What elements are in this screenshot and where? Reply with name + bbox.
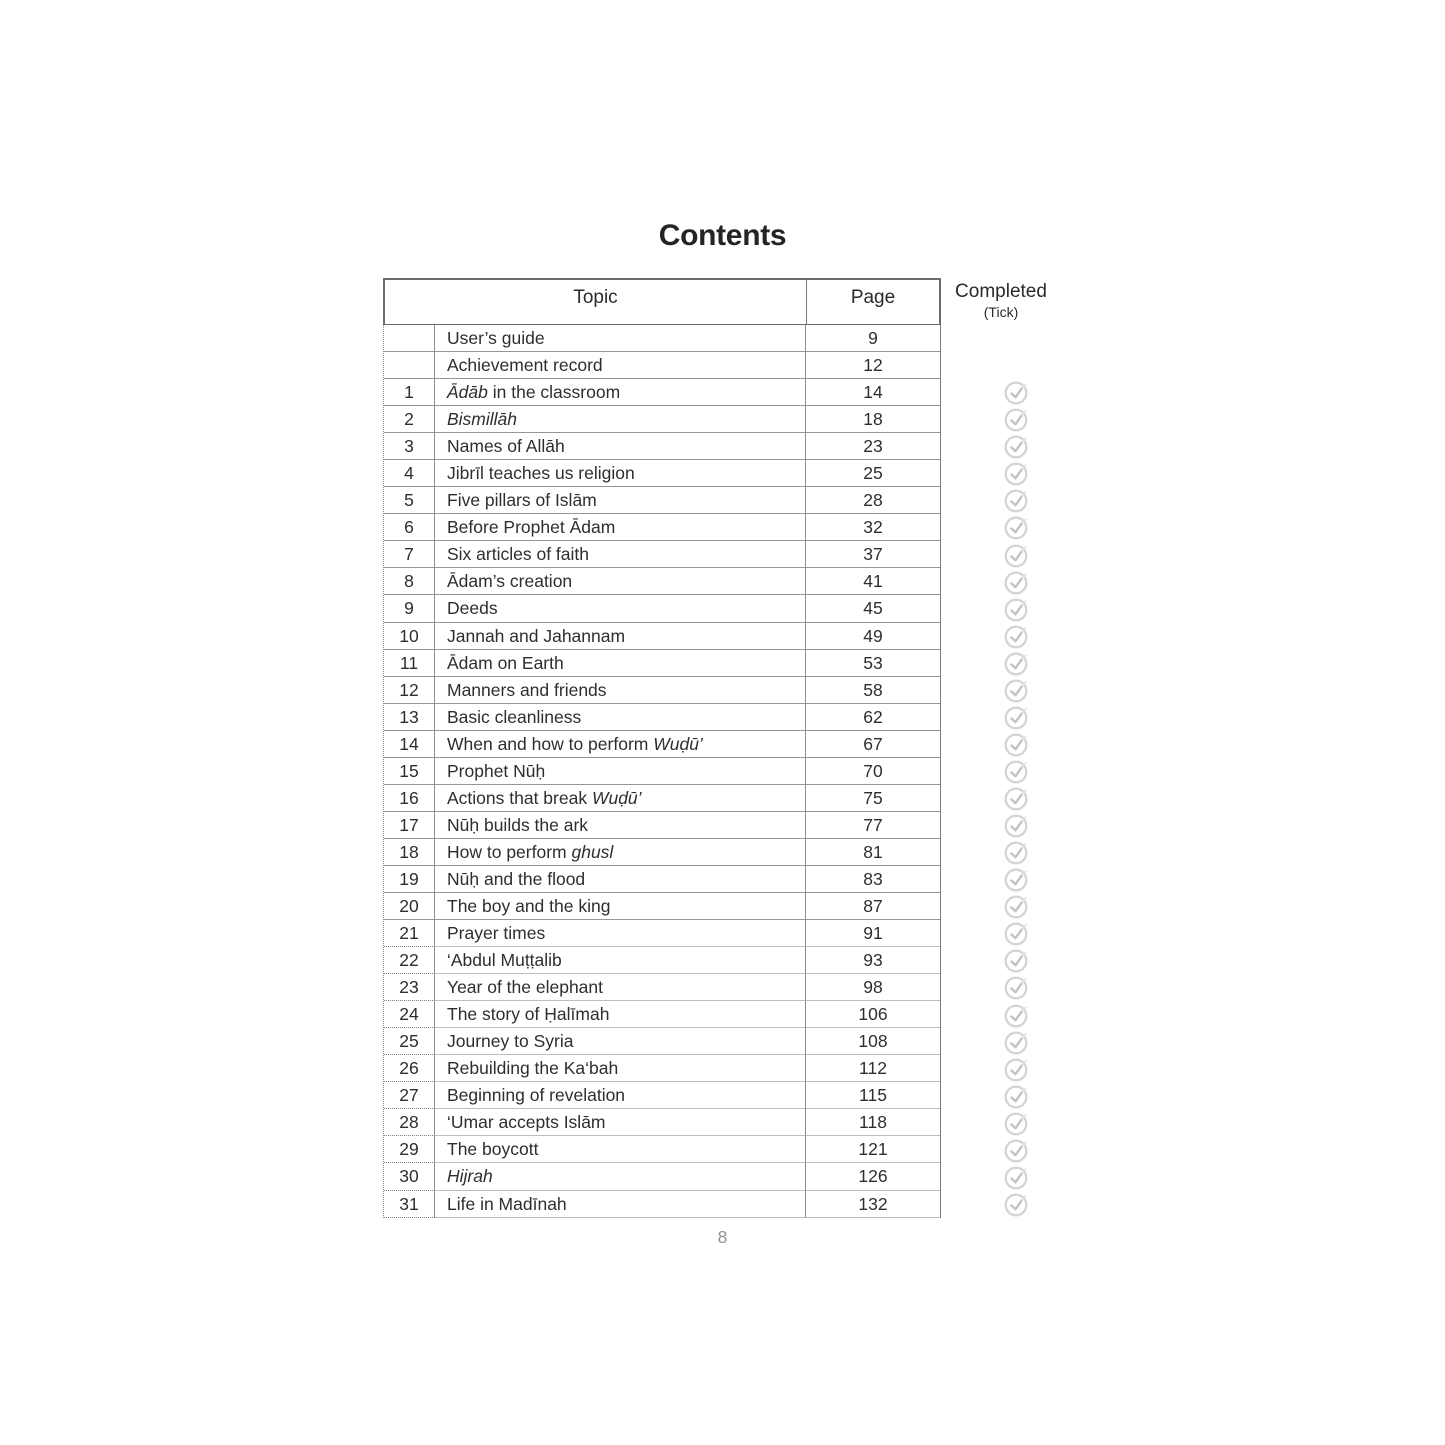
row-page: 45 [806, 595, 940, 622]
row-number: 15 [384, 758, 435, 785]
row-number: 9 [384, 595, 435, 622]
toc-row [384, 812, 940, 839]
tick-circle-icon [1004, 1083, 1030, 1109]
toc-row [384, 785, 940, 812]
page-number: 8 [717, 1227, 728, 1247]
row-topic: Journey to Syria [435, 1028, 806, 1055]
row-page: 49 [806, 623, 940, 650]
toc-row [384, 1055, 940, 1082]
tick-circle-icon [1004, 1029, 1030, 1055]
toc-row [384, 1136, 940, 1163]
table-body [383, 325, 941, 1218]
row-page: 81 [806, 839, 940, 866]
row-page: 9 [806, 325, 940, 352]
row-number: 12 [384, 677, 435, 704]
row-number: 4 [384, 460, 435, 487]
tick-circle-icon [1004, 514, 1030, 540]
contents-table [383, 278, 941, 1218]
row-topic: Achievement record [435, 352, 806, 379]
tick-circle-icon [1004, 1191, 1030, 1217]
row-topic: Ādāb in the classroom [435, 379, 806, 406]
row-number: 17 [384, 812, 435, 839]
row-page: 67 [806, 731, 940, 758]
toc-row [384, 325, 940, 352]
page-column-header: Page [850, 287, 896, 308]
row-topic: Rebuilding the Ka‘bah [435, 1055, 806, 1082]
toc-row [384, 352, 940, 379]
toc-row [384, 758, 940, 785]
row-page: 83 [806, 866, 940, 893]
toc-row [384, 541, 940, 568]
row-number [384, 325, 435, 352]
toc-row [384, 1001, 940, 1028]
toc-row [384, 893, 940, 920]
row-topic: The story of Ḥalīmah [435, 1001, 806, 1028]
row-topic: User’s guide [435, 325, 806, 352]
row-number: 7 [384, 541, 435, 568]
row-page: 118 [806, 1109, 940, 1136]
tick-circle-icon [1004, 974, 1030, 1000]
row-topic: Jibrīl teaches us religion [435, 460, 806, 487]
row-number: 22 [384, 947, 435, 974]
row-page: 112 [806, 1055, 940, 1082]
row-page: 23 [806, 433, 940, 460]
row-page: 70 [806, 758, 940, 785]
row-page: 14 [806, 379, 940, 406]
row-page: 18 [806, 406, 940, 433]
tick-circle-icon [1004, 839, 1030, 865]
row-number: 2 [384, 406, 435, 433]
row-page: 106 [806, 1001, 940, 1028]
row-topic: Before Prophet Ādam [435, 514, 806, 541]
row-page: 32 [806, 514, 940, 541]
row-page: 108 [806, 1028, 940, 1055]
row-page: 28 [806, 487, 940, 514]
tick-circle-icon [1004, 812, 1030, 838]
row-page: 62 [806, 704, 940, 731]
tick-circle-icon [1004, 406, 1030, 432]
row-page: 121 [806, 1136, 940, 1163]
row-page: 75 [806, 785, 940, 812]
toc-row [384, 487, 940, 514]
toc-row [384, 839, 940, 866]
row-number: 13 [384, 704, 435, 731]
row-number: 20 [384, 893, 435, 920]
row-number: 1 [384, 379, 435, 406]
row-topic: Prayer times [435, 920, 806, 947]
row-number: 29 [384, 1136, 435, 1163]
toc-row [384, 1191, 940, 1218]
toc-row [384, 595, 940, 622]
tick-circle-icon [1004, 1137, 1030, 1163]
row-page: 37 [806, 541, 940, 568]
toc-row [384, 731, 940, 758]
row-number: 8 [384, 568, 435, 595]
toc-row [384, 974, 940, 1001]
row-page: 12 [806, 352, 940, 379]
completed-tick-sublabel: (Tick) [983, 304, 1019, 320]
row-page: 87 [806, 893, 940, 920]
row-topic: Bismillāh [435, 406, 806, 433]
row-topic: ‘Abdul Muṭṭalib [435, 947, 806, 974]
row-number: 19 [384, 866, 435, 893]
tick-circle-icon [1004, 569, 1030, 595]
tick-circle-icon [1004, 1056, 1030, 1082]
row-page: 126 [806, 1163, 940, 1190]
tick-circle-icon [1004, 947, 1030, 973]
table-header-row [383, 278, 941, 325]
row-topic: The boycott [435, 1136, 806, 1163]
row-page: 25 [806, 460, 940, 487]
row-page: 53 [806, 650, 940, 677]
tick-circle-icon [1004, 704, 1030, 730]
row-topic: Beginning of revelation [435, 1082, 806, 1109]
tick-circle-icon [1004, 542, 1030, 568]
tick-circle-icon [1004, 623, 1030, 649]
toc-row [384, 677, 940, 704]
tick-circle-icon [1004, 596, 1030, 622]
row-number: 26 [384, 1055, 435, 1082]
row-number: 3 [384, 433, 435, 460]
toc-row [384, 460, 940, 487]
page-title: Contents [658, 219, 787, 252]
row-number: 5 [384, 487, 435, 514]
tick-circle-icon [1004, 1002, 1030, 1028]
completed-column-header [941, 281, 1061, 320]
toc-row [384, 920, 940, 947]
toc-row [384, 947, 940, 974]
row-topic: Hijrah [435, 1163, 806, 1190]
row-page: 58 [806, 677, 940, 704]
row-number: 25 [384, 1028, 435, 1055]
row-topic: Jannah and Jahannam [435, 623, 806, 650]
row-number: 28 [384, 1109, 435, 1136]
toc-row [384, 1109, 940, 1136]
tick-circle-icon [1004, 920, 1030, 946]
row-page: 115 [806, 1082, 940, 1109]
toc-row [384, 568, 940, 595]
row-topic: Basic cleanliness [435, 704, 806, 731]
row-topic: Actions that break Wuḍū’ [435, 785, 806, 812]
row-page: 132 [806, 1191, 940, 1218]
toc-row [384, 379, 940, 406]
row-topic: Life in Madīnah [435, 1191, 806, 1218]
row-page: 93 [806, 947, 940, 974]
tick-circle-icon [1004, 487, 1030, 513]
toc-row [384, 650, 940, 677]
row-number [384, 352, 435, 379]
row-topic: How to perform ghusl [435, 839, 806, 866]
row-number: 23 [384, 974, 435, 1001]
row-number: 6 [384, 514, 435, 541]
tick-circle-icon [1004, 677, 1030, 703]
toc-row [384, 1163, 940, 1190]
tick-circle-icon [1004, 758, 1030, 784]
row-topic: Deeds [435, 595, 806, 622]
row-topic: Nūḥ and the flood [435, 866, 806, 893]
tick-circle-icon [1004, 1110, 1030, 1136]
row-number: 14 [384, 731, 435, 758]
row-topic: Year of the elephant [435, 974, 806, 1001]
row-topic: The boy and the king [435, 893, 806, 920]
toc-row [384, 514, 940, 541]
row-number: 30 [384, 1163, 435, 1190]
row-topic: When and how to perform Wuḍū’ [435, 731, 806, 758]
row-topic: Ādam on Earth [435, 650, 806, 677]
completed-label: Completed [955, 281, 1047, 302]
toc-row [384, 433, 940, 460]
tick-circle-icon [1004, 650, 1030, 676]
tick-circle-icon [1004, 460, 1030, 486]
toc-row [384, 1082, 940, 1109]
topic-column-header: Topic [385, 280, 807, 324]
toc-row [384, 1028, 940, 1055]
row-page: 77 [806, 812, 940, 839]
row-number: 21 [384, 920, 435, 947]
row-page: 41 [806, 568, 940, 595]
tick-circle-icon [1004, 731, 1030, 757]
tick-circle-icon [1004, 433, 1030, 459]
tick-circle-icon [1004, 379, 1030, 405]
row-topic: ‘Umar accepts Islām [435, 1109, 806, 1136]
row-number: 31 [384, 1191, 435, 1218]
row-number: 10 [384, 623, 435, 650]
row-number: 11 [384, 650, 435, 677]
tick-circle-icon [1004, 785, 1030, 811]
row-topic: Names of Allāh [435, 433, 806, 460]
row-topic: Five pillars of Islām [435, 487, 806, 514]
row-topic: Manners and friends [435, 677, 806, 704]
toc-row [384, 406, 940, 433]
row-topic: Prophet Nūḥ [435, 758, 806, 785]
row-topic: Ādam’s creation [435, 568, 806, 595]
toc-row [384, 704, 940, 731]
row-page: 98 [806, 974, 940, 1001]
tick-circle-icon [1004, 893, 1030, 919]
row-page: 91 [806, 920, 940, 947]
toc-row [384, 866, 940, 893]
row-number: 24 [384, 1001, 435, 1028]
row-number: 27 [384, 1082, 435, 1109]
row-topic: Six articles of faith [435, 541, 806, 568]
row-number: 16 [384, 785, 435, 812]
tick-circle-icon [1004, 1164, 1030, 1190]
toc-row [384, 623, 940, 650]
row-number: 18 [384, 839, 435, 866]
row-topic: Nūḥ builds the ark [435, 812, 806, 839]
tick-circle-icon [1004, 866, 1030, 892]
